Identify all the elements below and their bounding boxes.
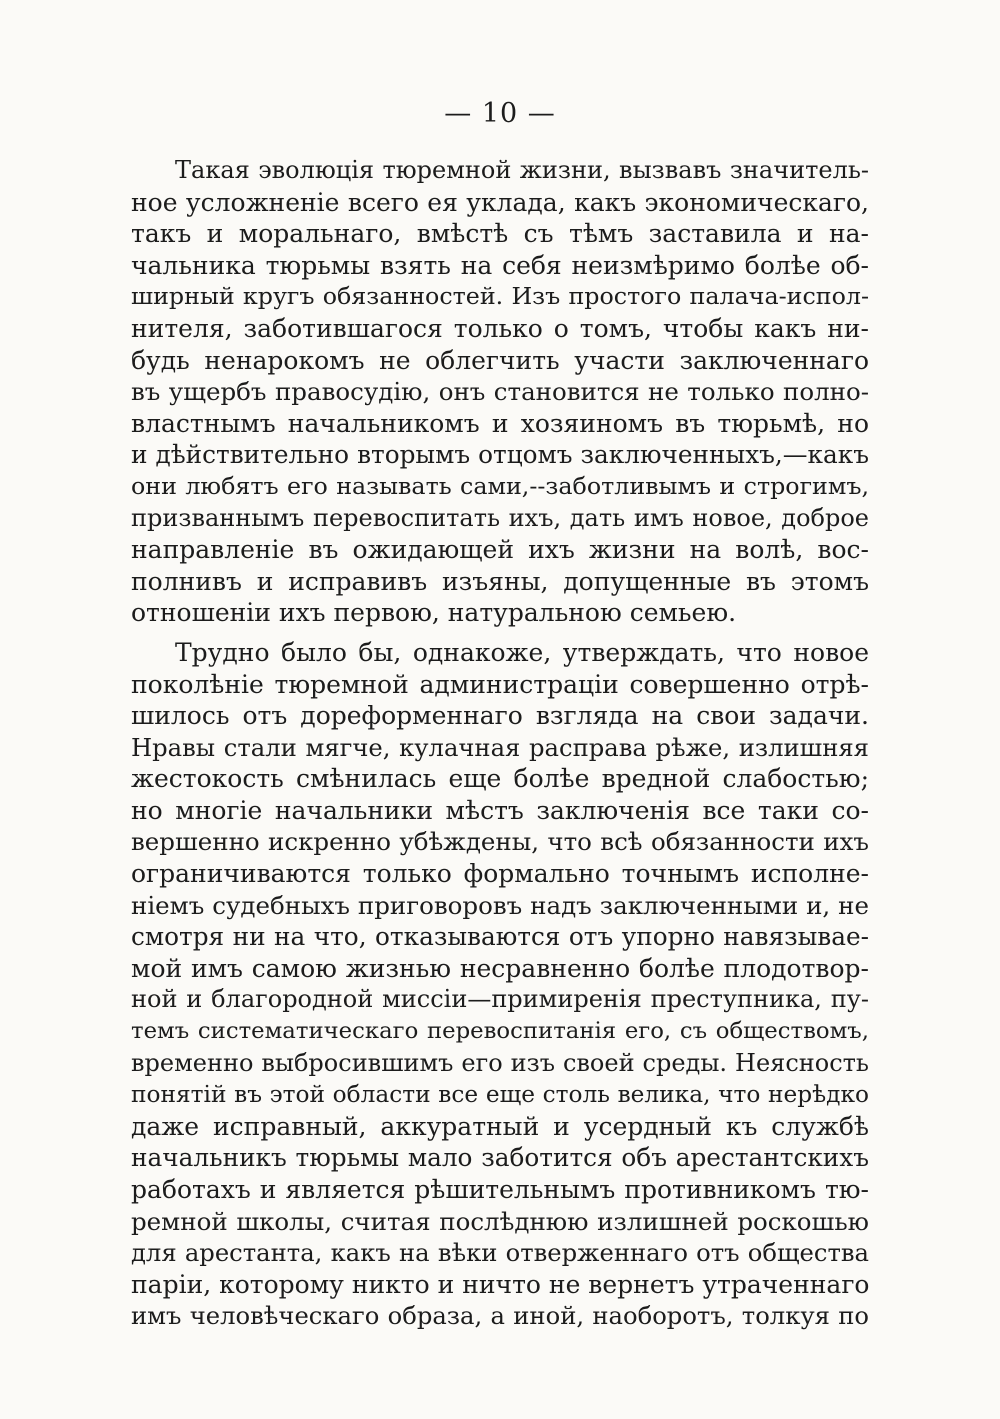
text-line: Такая эволюція тюремной жизни, вызвавъ значитель-: [175, 156, 869, 184]
text-line: Трудно было бы, однакоже, утверждать, что новое: [175, 637, 869, 667]
text-line: отношеніи ихъ первою, натуральною семьею.: [131, 598, 737, 628]
text-line: работахъ и является рѣшительнымъ противникомъ тю-: [131, 1175, 869, 1204]
text-line: жестокость смѣнилась еще болѣе вредной слабостью;: [131, 764, 869, 794]
text-line: даже исправный, аккуратный и усердный къ службѣ: [131, 1111, 869, 1141]
paragraph-1: [131, 155, 869, 629]
text-line: но многіе начальники мѣстъ заключенія все таки со-: [131, 795, 869, 825]
text-line: ніемъ судебныхъ приговоровъ надъ заключенными и, не: [131, 890, 869, 920]
text-line: шилось отъ дореформеннаго взгляда на свои задачи.: [131, 701, 869, 731]
text-line: для арестанта, какъ на вѣки отверженнаго отъ общества: [131, 1238, 869, 1268]
text-line: ное усложненіе всего ея уклада, какъ экономическаго,: [131, 187, 869, 217]
text-line: начальникъ тюрьмы мало заботится объ арестантскихъ: [131, 1143, 869, 1173]
text-line: и дѣйствительно вторымъ отцомъ заключенныхъ,—какъ: [131, 440, 869, 470]
text-line: вершенно искренно убѣждены, что всѣ обязанности ихъ: [131, 827, 869, 857]
page-number: — 10 —: [444, 98, 556, 129]
text-line: Нравы стали мягче, кулачная расправа рѣже, излишняя: [131, 732, 869, 762]
body-text: [131, 155, 869, 1332]
text-line: нителя, заботившагося только о томъ, чтобы какъ ни-: [131, 313, 869, 343]
text-line: такъ и моральнаго, вмѣстѣ съ тѣмъ заставила и на-: [131, 219, 869, 249]
text-line: поколѣніе тюремной администраціи совершенно отрѣ-: [131, 669, 869, 699]
text-line: ной и благородной миссіи—примиренія преступника, пу-: [131, 985, 869, 1014]
text-line: смотря ни на что, отказываются отъ упорно навязывае-: [131, 922, 869, 952]
text-line: будь ненарокомъ не облегчить участи заключеннаго: [131, 345, 869, 375]
text-line: ремной школы, считая послѣднюю излишней роскошью: [131, 1206, 869, 1236]
text-line: паріи, которому никто и ничто не вернетъ утраченнаго: [131, 1269, 870, 1299]
text-line: понятій въ этой области все еще столь велика, что нерѣдко: [131, 1081, 869, 1109]
text-line: темъ систематическаго перевоспитанія его, съ обществомъ,: [131, 1018, 869, 1045]
text-line: имъ человѣческаго образа, а иной, наоборотъ, толкуя по: [131, 1301, 869, 1331]
text-line: они любятъ его называть сами,--заботливымъ и строгимъ,: [131, 471, 869, 500]
text-line: властнымъ начальникомъ и хозяиномъ въ тюрьмѣ, но: [131, 408, 869, 438]
text-line: призваннымъ перевоспитать ихъ, дать имъ новое, доброе: [131, 503, 869, 532]
text-line: ограничиваются только формально точнымъ исполне-: [131, 859, 869, 889]
paragraph-spacer: [131, 629, 869, 637]
text-line: временно выбросившимъ его изъ своей среды. Неясность: [131, 1048, 869, 1077]
text-line: чальника тюрьмы взять на себя неизмѣримо болѣе об-: [131, 250, 869, 280]
paragraph-2: [131, 637, 869, 1332]
text-line: ширный кругъ обязанностей. Изъ простого палача-испол-: [131, 282, 869, 311]
text-line: полнивъ и исправивъ изъяны, допущенные въ этомъ: [131, 566, 869, 596]
text-line: въ ущербъ правосудію, онъ становится не только полно-: [131, 377, 869, 407]
text-line: направленіе въ ожидающей ихъ жизни на волѣ, вос-: [131, 535, 869, 565]
text-line: мой имъ самою жизнью несравненно болѣе плодотвор-: [131, 953, 869, 983]
